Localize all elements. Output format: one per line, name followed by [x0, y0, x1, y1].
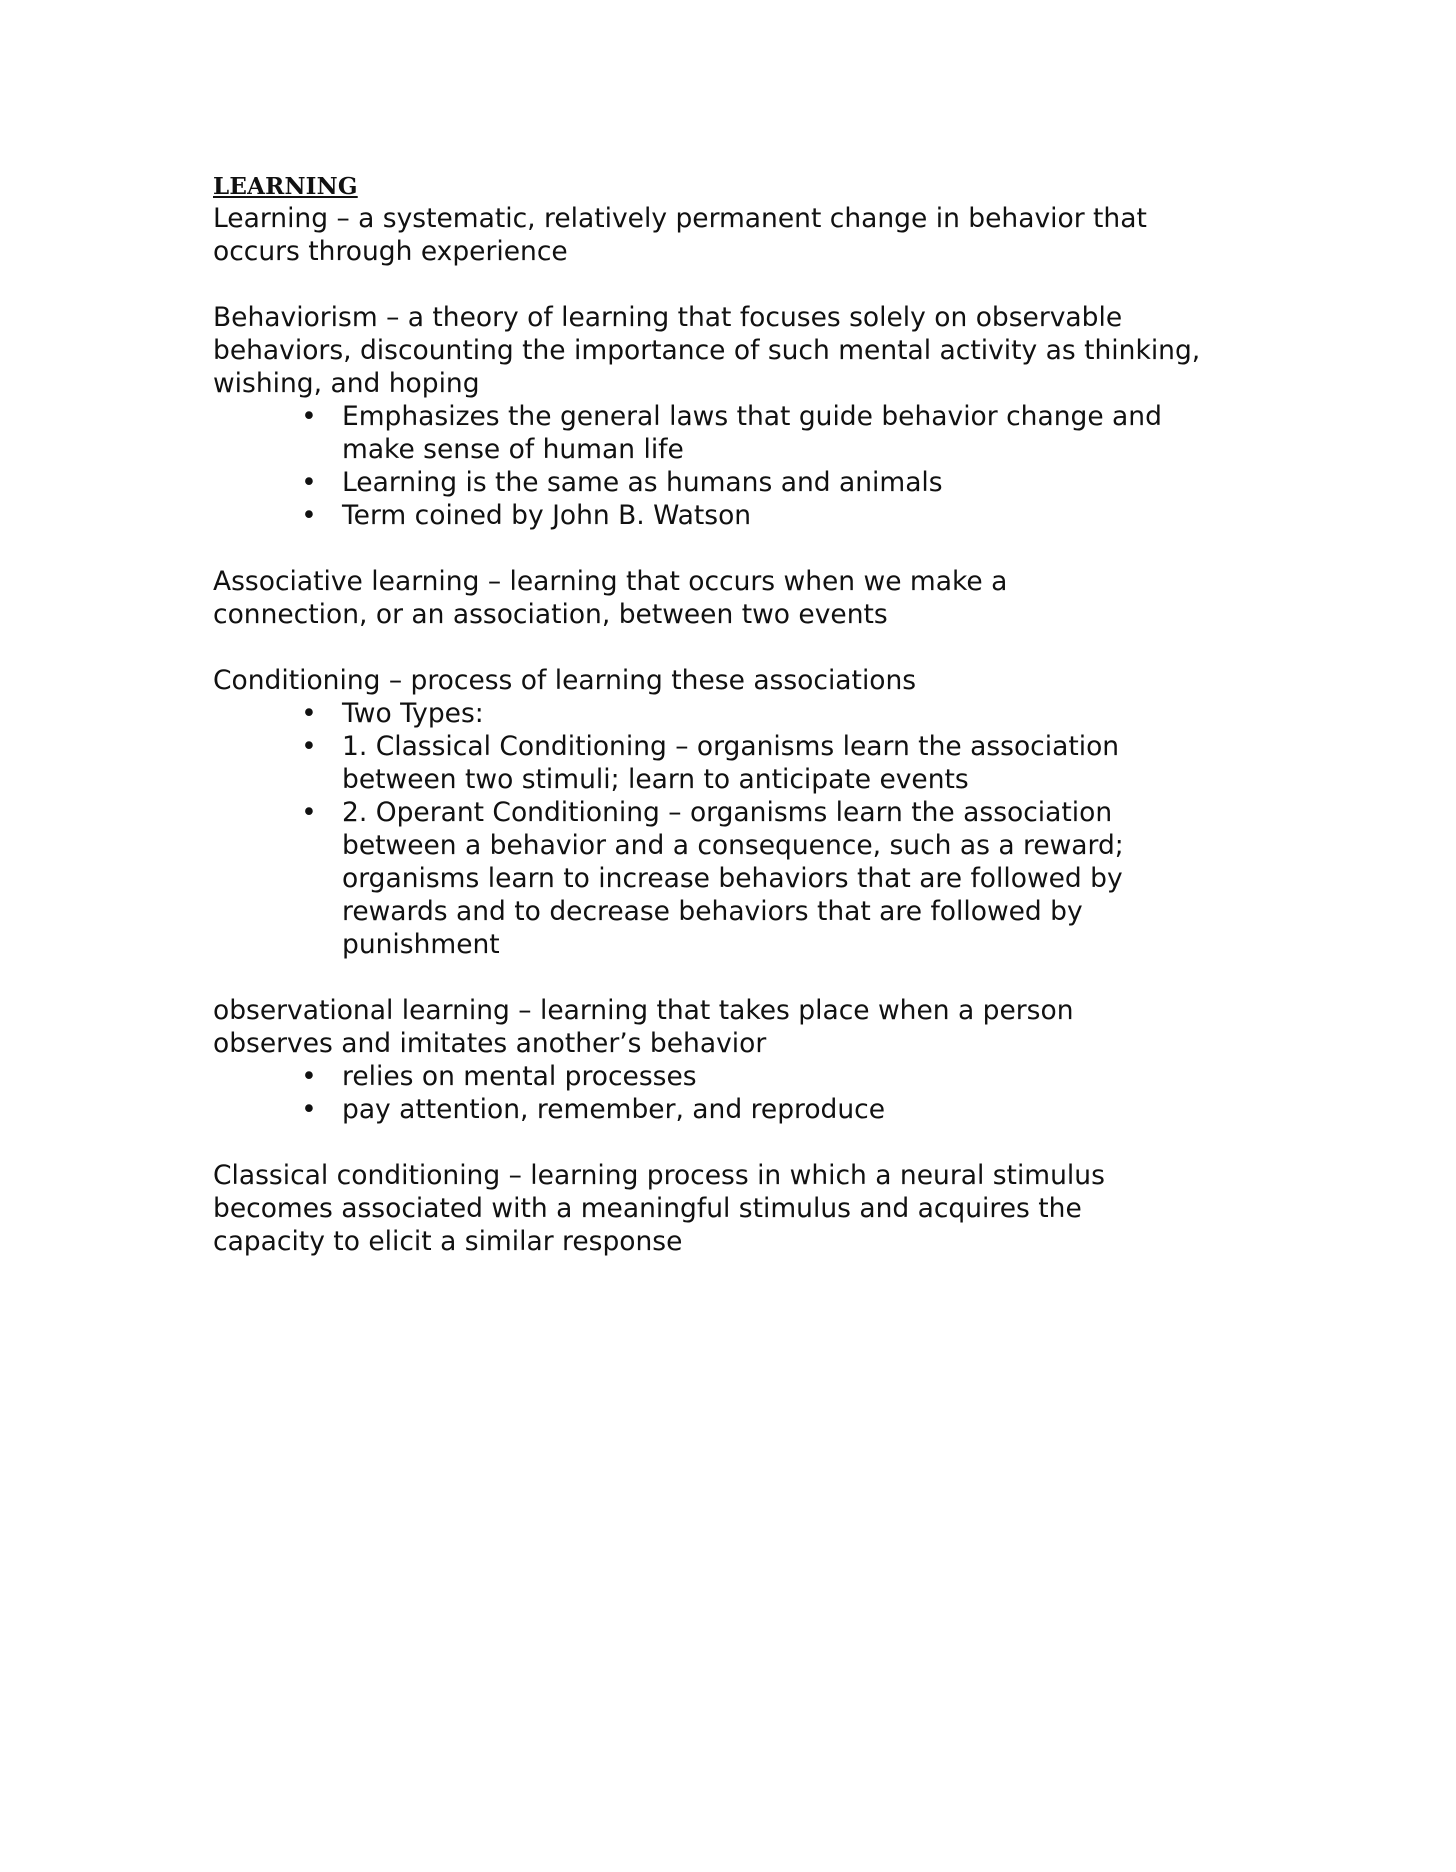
bullet-icon: • — [301, 797, 317, 828]
bullet-list — [213, 697, 1253, 961]
document-heading: LEARNING — [213, 173, 358, 200]
definition-text: observational learning – learning that takes place when a person observes and imitates another’s behavior — [213, 995, 1074, 1059]
list-item-text: 2. Operant Conditioning – organisms learn the association between a behavior and a consequence, such as a reward; organisms learn to increase behaviors that are followed by rewards and to decrease behaviors that are followed by punishment — [342, 797, 1124, 960]
list-item-text: 1. Classical Conditioning – organisms learn the association between two stimuli; learn to anticipate events — [342, 731, 1120, 795]
section-associative-learning — [213, 565, 1253, 631]
list-item-text: relies on mental processes — [342, 1061, 697, 1092]
list-item-text: Emphasizes the general laws that guide behavior change and make sense of human life — [342, 401, 1162, 465]
document-page — [213, 172, 1253, 1258]
section-observational-learning — [213, 994, 1253, 1126]
list-item — [213, 466, 1253, 499]
bullet-icon: • — [301, 1094, 317, 1125]
list-item — [213, 1093, 1253, 1126]
bullet-list — [213, 1060, 1253, 1126]
list-item-text: Term coined by John B. Watson — [342, 500, 752, 531]
bullet-list — [213, 400, 1253, 532]
list-item-text: Two Types: — [342, 698, 484, 729]
definition-text: Classical conditioning – learning process in which a neural stimulus becomes associated with a meaningful stimulus and acquires the capacity to elicit a similar response — [213, 1160, 1105, 1257]
bullet-icon: • — [301, 1061, 317, 1092]
definition-text: Learning – a systematic, relatively permanent change in behavior that occurs through experience — [213, 203, 1147, 267]
definition-text: Behaviorism – a theory of learning that focuses solely on observable behaviors, discounting the importance of such mental activity as thinking, wishing, and hoping — [213, 302, 1201, 399]
list-item — [213, 400, 1222, 466]
bullet-icon: • — [301, 500, 317, 531]
list-item-text: pay attention, remember, and reproduce — [342, 1094, 886, 1125]
list-item — [213, 730, 1202, 796]
paragraph-spacer — [213, 532, 1253, 565]
paragraph-spacer — [213, 631, 1253, 664]
bullet-icon: • — [301, 401, 317, 432]
bullet-icon: • — [301, 467, 317, 498]
paragraph-spacer — [213, 961, 1253, 994]
bullet-icon: • — [301, 698, 317, 729]
section-behaviorism — [213, 301, 1253, 532]
definition-text: Conditioning – process of learning these associations — [213, 665, 917, 696]
list-item — [213, 1060, 1253, 1093]
list-item — [213, 796, 1202, 961]
section-conditioning — [213, 664, 1253, 961]
list-item — [213, 499, 1253, 532]
bullet-icon: • — [301, 731, 317, 762]
section-learning — [213, 202, 1253, 268]
paragraph-spacer — [213, 1126, 1253, 1159]
list-item-text: Learning is the same as humans and animals — [342, 467, 943, 498]
list-item — [213, 697, 1253, 730]
definition-text: Associative learning – learning that occurs when we make a connection, or an association, between two events — [213, 566, 1008, 630]
paragraph-spacer — [213, 268, 1253, 301]
section-classical-conditioning — [213, 1159, 1253, 1258]
